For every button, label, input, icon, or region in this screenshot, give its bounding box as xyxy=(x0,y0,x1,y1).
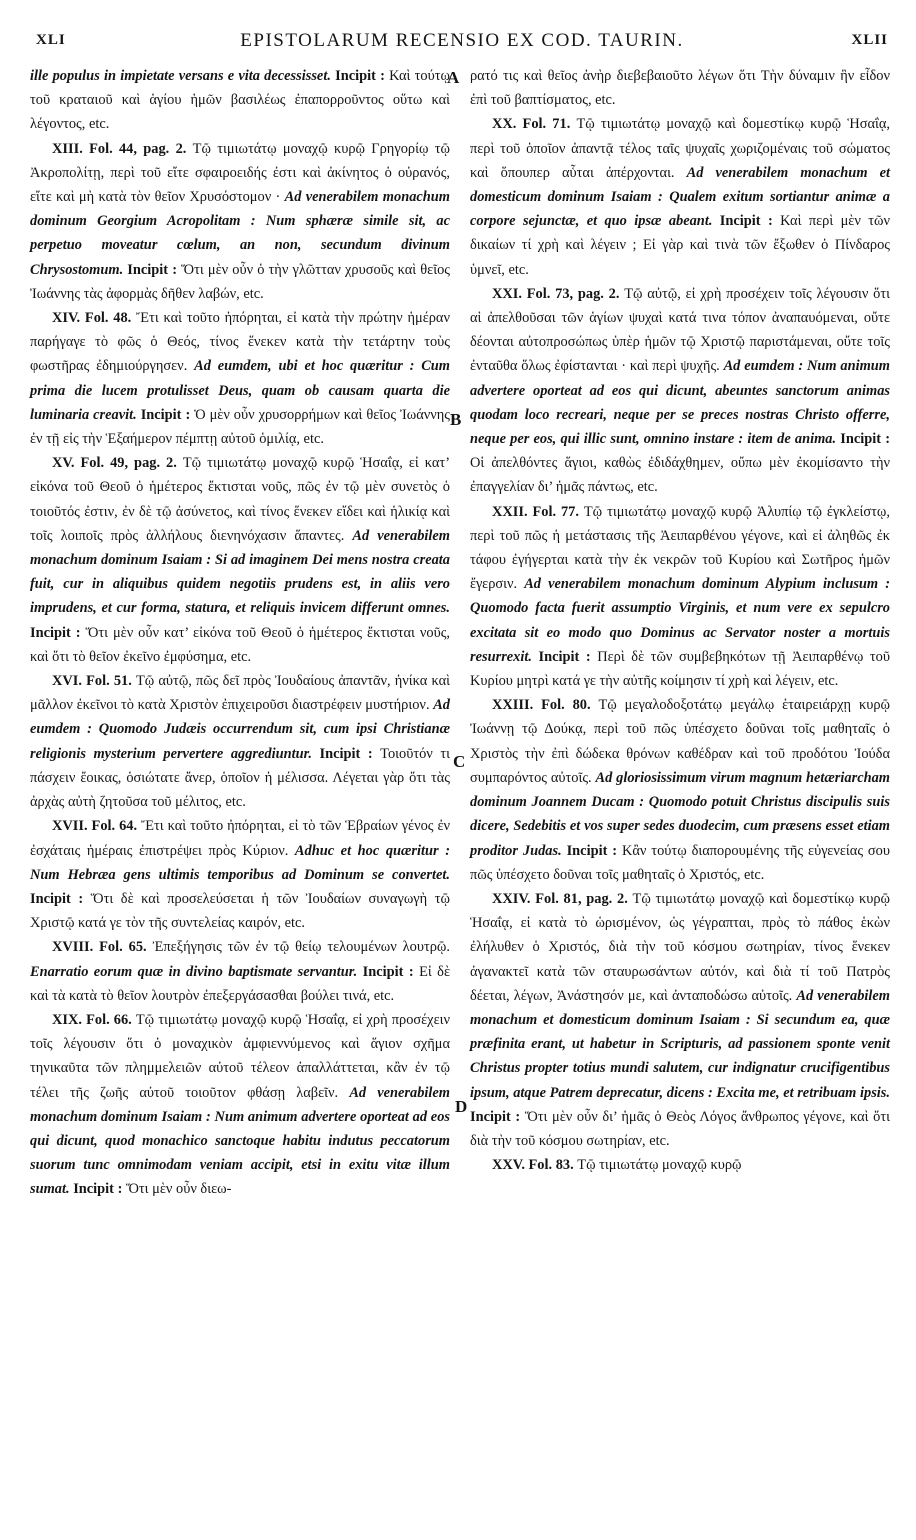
greek-text: Οἱ ἀπελθόντες ἅγιοι, καθὼς ἐδιδάχθημεν, οὔπω μὲν ἐκομίσαντο τὴν ἐπαγγελίαν δι’ ἡμᾶς πάντως, etc. xyxy=(470,455,890,496)
greek-text: Τῷ τιμιωτάτῳ μοναχῷ κυρῷ xyxy=(573,1157,742,1174)
margin-marker-b: B xyxy=(450,410,462,429)
running-title: EPISTOLARUM RECENSIO EX COD. TAURIN. xyxy=(240,30,684,51)
incipit-label: Incipit : xyxy=(836,431,890,448)
catalogue-entry xyxy=(30,137,450,306)
catalogue-entry xyxy=(30,935,450,1008)
greek-text: ρατό τις καὶ θεῖος ἀνὴρ διεβεβαιοῦτο λέγων ὅτι Τὴν δύναμιν ἣν εἶδον ἐπὶ τοῦ βαπτίσματος, etc. xyxy=(470,68,890,109)
entry-folio-reference: XIII. Fol. 44, pag. 2. xyxy=(52,140,187,157)
catalogue-entry xyxy=(30,1008,450,1202)
greek-text: Ἐπεξήγησις τῶν ἐν τῷ θείῳ τελουμένων λουτρῷ. xyxy=(146,939,450,956)
running-head xyxy=(36,30,888,56)
catalogue-entry xyxy=(30,814,450,935)
incipit-label: Incipit : xyxy=(712,213,781,230)
greek-text: Κἂν τούτῳ διαπορουμένης τῆς εὐγενείας σου πῶς ὑπέσχετο δοῦναι τοῖς μαθηταῖς ὁ Χριστός, etc. xyxy=(470,842,890,883)
entry-folio-reference: XVII. Fol. 64. xyxy=(52,818,138,835)
greek-text: Ἔτι καὶ τοῦτο ἠπόρηται, εἰ τὸ τῶν Ἑβραίων γένος ἐν ἐσχάταις ἡμέραις ἐπιστρέψει πρὸς Κύριον. xyxy=(30,818,450,859)
greek-text: Τῷ τιμιωτάτῳ μοναχῷ κυρῷ Ἀλυπίῳ τῷ ἐγκλείστῳ, περὶ τοῦ πῶς ἡ μετάστασις τῆς Ἀειπαρθένου γέγονε, καὶ εἰ ἀληθῶς ἐκ τάφου ἐγήγερται κατὰ τὴν ἐκ νεκρῶν τοῦ Κυρίου καὶ Σωτῆρος ἡμῶν ἔγερσιν. xyxy=(470,503,890,593)
entry-folio-reference: XV. Fol. 49, pag. 2. xyxy=(52,455,177,472)
right-column xyxy=(470,64,890,1177)
catalogue-entry xyxy=(30,451,450,669)
page-number-right: XLII xyxy=(851,32,888,48)
latin-translation: Enarratio eorum quæ in divino baptismate servantur. xyxy=(30,963,358,980)
latin-translation: Ad venerabilem monachum dominum Georgium Acropolitam : Num sphæræ simile sit, ac perpetuo moveatur cœlum, an non, secundum divinum Chrysostomum. xyxy=(30,189,450,278)
greek-text: Τῷ τιμιωτάτῳ μοναχῷ κυρῷ Γρηγορίῳ τῷ Ἀκροπολίτῃ, περὶ τοῦ εἴτε σφαιροειδής ἐστι καὶ ἀκίνητος ὁ οὐρανός, εἴτε καὶ μὴ κατὰ τὸν θεῖον Χρυσόστομον · xyxy=(30,140,450,206)
entry-folio-reference: XX. Fol. 71. xyxy=(492,116,571,133)
catalogue-entry xyxy=(30,669,450,814)
catalogue-entry xyxy=(470,693,890,887)
greek-text: Τῷ αὐτῷ, πῶς δεῖ πρὸς Ἰουδαίους ἀπαντᾶν, ἡνίκα καὶ μᾶλλον ἐκεῖνοι τὸ κατὰ Χριστὸν ἐπιχειροῦσι διαστρέφειν μυστήριον. xyxy=(30,673,450,714)
incipit-label: Incipit : xyxy=(531,648,598,665)
greek-text: Τοιοῦτόν τι πάσχειν ἔοικας, ὁσιώτατε ἄνερ, ὁποῖον ἡ μέλισσα. Λέγεται γὰρ ὅτι τὰς ἀρχὰς αὐτὴ ζητοῦσα τοῦ μέλιτος, etc. xyxy=(30,745,450,811)
catalogue-entry xyxy=(470,887,890,1153)
greek-text: Ἔτι καὶ τοῦτο ἠπόρηται, εἰ κατὰ τὴν πρώτην ἡμέραν παρήγαγε τὸ φῶς ὁ Θεός, τίνος ἕνεκεν κατὰ τὴν τετάρτην τοὺς φωστῆρας ἐδημιούργησεν. xyxy=(30,310,450,375)
greek-text: Ὁ μὲν οὖν χρυσορρήμων καὶ θεῖος Ἰωάννης ἐν τῇ εἰς τὴν Ἑξαήμερον πέμπτῃ αὐτοῦ ὁμιλίᾳ, etc. xyxy=(30,406,451,448)
latin-translation: Ad venerabilem monachum dominum Isaiam : Num animum advertere oporteat ad eos qui dicunt, quod monachico sanctoque habitu indutus peccatorum suorum tunc omnimodam veniam accipit, etsi in exitu vitæ illum sumat. xyxy=(30,1084,451,1198)
left-column xyxy=(30,64,450,1202)
greek-text: Ὅτι μὲν οὖν διεω- xyxy=(125,1181,232,1198)
entry-folio-reference: XXIV. Fol. 81, pag. 2. xyxy=(492,890,628,907)
catalogue-entry xyxy=(470,282,890,500)
greek-text: Τῷ τιμιωτάτῳ μοναχῷ κυρῷ Ἡσαΐᾳ, εἰ κατ’ εἰκόνα τοῦ Θεοῦ ὁ ἡμέτερος ἔκτισται νοῦς, πῶς ἐν τῷ μὲν συνετὸς ὁ τοιοῦτός ἐστιν, ἐν δὲ τῷ ἀσύνετος, καὶ τίνος ἕνεκεν εἴδει καὶ ἡλικίᾳ καὶ τοῖς λοιποῖς πρὸς ἀλλήλους διενηνόχασιν ἅπαντες. xyxy=(30,455,450,544)
latin-translation: Ad eumdem : Num animum advertere oporteat ad eos qui dicunt, abeuntes sanctorum animas quodam loco recreari, neque per se preces nostras Christo offerre, neque per eos, qui illic sunt, omnino instare : item de anima. xyxy=(470,358,890,448)
catalogue-entry xyxy=(470,112,890,281)
greek-text: Τῷ αὐτῷ, εἰ χρὴ προσέχειν τοῖς λέγουσιν ὅτι αἱ ἀπελθοῦσαι τῶν ἁγίων ψυχαὶ κατά τινα τόπον ἀναπαυόμεναι, οὔτε δέονται αὐτοπροσώπως ὑπὲρ ἡμῶν τῷ Χριστῷ παριστάμεναι, οὔτε τοῖς ἐνταῦθα ὅλως ἐφίστανται · καὶ περὶ ψυχῆς. xyxy=(470,285,890,375)
latin-translation: Ad eumdem : Quomodo Judæis occurrendum sit, cum ipsi Christianæ religionis mysterium pervertere aggrediuntur. xyxy=(30,697,450,762)
entry-folio-reference: XXI. Fol. 73, pag. 2. xyxy=(492,285,620,302)
greek-text: Ὅτι μὲν οὖν ὁ τὴν γλῶτταν χρυσοῦς καὶ θεῖος Ἰωάννης τὰς ἀφορμὰς δῆθεν λαβών, etc. xyxy=(30,261,450,302)
incipit-label: Incipit : xyxy=(136,406,195,423)
greek-text: Τῷ τιμιωτάτῳ μοναχῷ καὶ δομεστίκῳ κυρῷ Ἡσαΐᾳ, εἰ κατὰ τὸ ὡρισμένον, ὡς γέγραπται, πρὸς τὸ πάθος ἑκὼν ἐλήλυθεν ὁ Χριστός, διὰ τὴν τοῦ κόσμου σωτηρίαν, τίνος ἕνεκεν ἀγανακτεῖ κατὰ τῶν σταυρωσάντων αὐτόν, καὶ διὰ τί τοῦ Πατρὸς δέεται, λέγων, Ἀνάστησόν με, καὶ ἀνταποδώσω αὐτοῖς. xyxy=(470,890,890,1004)
incipit-label: Incipit : xyxy=(330,68,390,84)
latin-translation: ille populus in impietate versans e vita decessisset. xyxy=(30,68,331,84)
greek-text: Ὅτι μὲν οὖν κατ’ εἰκόνα τοῦ Θεοῦ ὁ ἡμέτερος ἔκτισται νοῦς, καὶ ὅτι τὸ θεῖον ἐκεῖνο ἐμφύσημα, etc. xyxy=(30,624,450,665)
entry-folio-reference: XXV. Fol. 83. xyxy=(492,1157,574,1174)
latin-translation: Ad eumdem, ubi et hoc quæritur : Cum prima die lucem protulisset Deus, quam ob causam quarta die luminaria creavit. xyxy=(30,358,450,423)
entry-folio-reference: XVIII. Fol. 65. xyxy=(52,939,147,956)
greek-text: Ὅτι μὲν οὖν δι’ ἡμᾶς ὁ Θεὸς Λόγος ἄνθρωπος γέγονε, καὶ ὅτι διὰ τὴν τοῦ κόσμου σωτηρίαν, etc. xyxy=(470,1108,890,1149)
incipit-label: Incipit : xyxy=(30,890,91,907)
incipit-label: Incipit : xyxy=(69,1181,126,1198)
margin-marker-d: D xyxy=(455,1097,468,1116)
incipit-label: Incipit : xyxy=(357,963,420,980)
greek-text: Ὅτι δὲ καὶ προσελεύσεται ἡ τῶν Ἰουδαίων συναγωγὴ τῷ Χριστῷ κατά γε τὸν τῆς συντελείας καιρόν, etc. xyxy=(30,890,450,932)
latin-translation: Ad venerabilem monachum dominum Isaiam : Si ad imaginem Dei mens nostra creata fuit, cur in aliquibus quidem negotiis prudens est, in aliis vero imprudens, et cur forma, statura, et reliquis invicem differunt omnes. xyxy=(30,527,450,617)
greek-text: Τῷ μεγαλοδοξοτάτῳ μεγάλῳ ἑταιρειάρχῃ κυρῷ Ἰωάννῃ τῷ Δούκᾳ, περὶ τοῦ πῶς ὑπέσχετο δοῦναι τοῖς μαθηταῖς ὁ Χριστὸς τὴν ἐπὶ δώδεκα θρόνων καθέδραν καὶ τοῦ προδότου Ἰούδα συμπαρόντος αὐτοῖς. xyxy=(470,697,890,786)
incipit-label: Incipit : xyxy=(30,624,86,641)
catalogue-entry xyxy=(470,500,890,694)
latin-translation: Adhuc et hoc quæritur : Num Hebræa gens ultimis temporibus ad Dominum se convertet. xyxy=(30,842,450,883)
page-number-left: XLI xyxy=(36,32,66,48)
greek-text: Καὶ περὶ μὲν τῶν δικαίων τί χρὴ καὶ λέγειν ; Εἰ γὰρ καὶ τινὰ τῶν ἔξωθεν ὁ Πίνδαρος ὑμνεῖ, etc. xyxy=(470,213,890,278)
entry-folio-reference: XXII. Fol. 77. xyxy=(492,503,579,520)
greek-text: Τῷ τιμιωτάτῳ μοναχῷ κυρῷ Ἡσαΐᾳ, εἰ χρὴ προσέχειν τοῖς λέγουσιν ὅτι ὁ μοναχικὸν ἀμφιεννύμενος καὶ ἅγιον σχῆμα τηνικαῦτα τῶν πλημμελειῶν αὐτοῦ τέλεον ἀπαλλάττεται, κἂν ἐν τῷ τέλει τῆς ζωῆς αὐτοῦ τοιοῦτον φθάσῃ λαβεῖν. xyxy=(30,1011,450,1101)
greek-text: Εἰ δὲ καὶ τὰ κατὰ τὸ θεῖον λουτρὸν ἐπεξεργάσασθαι βούλει τινά, etc. xyxy=(30,963,450,1004)
incipit-label: Incipit : xyxy=(470,1108,525,1125)
catalogue-entry xyxy=(470,1153,890,1177)
margin-marker-a: A xyxy=(447,68,460,87)
entry-folio-reference: XVI. Fol. 51. xyxy=(52,673,132,690)
latin-translation: Ad venerabilem monachum dominum Alypium inclusum : Quomodo facta fuerit assumptio Virginis, et num vere ex sepulcro excitata sit eo modo quo Dominus ac Servator noster a mortuis resurrexit. xyxy=(470,576,890,665)
margin-marker-c: C xyxy=(453,752,466,771)
continued-paragraph xyxy=(30,64,450,137)
catalogue-entry xyxy=(30,306,450,451)
latin-translation: Ad venerabilem monachum et domesticum dominum Isaiam : Qualem exitum sortiantur animæ a corpore sejunctæ, et quo ipsæ abeant. xyxy=(470,164,890,230)
greek-text: Τῷ τιμιωτάτῳ μοναχῷ καὶ δομεστίκῳ κυρῷ Ἡσαΐᾳ, περὶ τοῦ ὁποῖον ἀπαντᾷ τέλος ταῖς ψυχαῖς χωριζομέναις τοῦ σώματος καὶ ὅπουπερ αὗται ἀπέρχονται. xyxy=(470,116,890,181)
entry-folio-reference: XXIII. Fol. 80. xyxy=(492,697,591,714)
entry-folio-reference: XIV. Fol. 48. xyxy=(52,310,132,327)
incipit-label: Incipit : xyxy=(123,261,182,278)
greek-text: Περὶ δὲ τῶν συμβεβηκότων τῇ Ἀειπαρθένῳ τοῦ Κυρίου μητρὶ κατά γε τὴν αὐτῆς κοίμησιν τί χρὴ καὶ λέγειν, etc. xyxy=(470,648,890,690)
incipit-label: Incipit : xyxy=(561,842,622,859)
latin-translation: Ad venerabilem monachum et domesticum dominum Isaiam : Si secundum ea, quæ præfinita erant, ut habetur in Scripturis, ad passionem sponte venit Christus propter totius mundi salutem, cur indignatur crucifigentibus ipsum, atque Patrem deprecatur, dicens : Excita me, et retribuam ipsis. xyxy=(470,987,890,1101)
incipit-label: Incipit : xyxy=(312,745,381,762)
continued-paragraph xyxy=(470,64,890,112)
entry-folio-reference: XIX. Fol. 66. xyxy=(52,1011,132,1028)
greek-text: Καὶ τούτῳ τοῦ κραταιοῦ καὶ ἁγίου ἡμῶν βασιλέως ἐπαπορροῦντος οὕτω καὶ λέγοντος, etc. xyxy=(30,68,450,133)
latin-translation: Ad gloriosissimum virum magnum hetæriarcham dominum Joannem Ducam : Quomodo potuit Christus discipulis suis dicere, Sedebitis et vos super sedes duodecim, cum præsens esset etiam proditor Judas. xyxy=(470,769,890,859)
